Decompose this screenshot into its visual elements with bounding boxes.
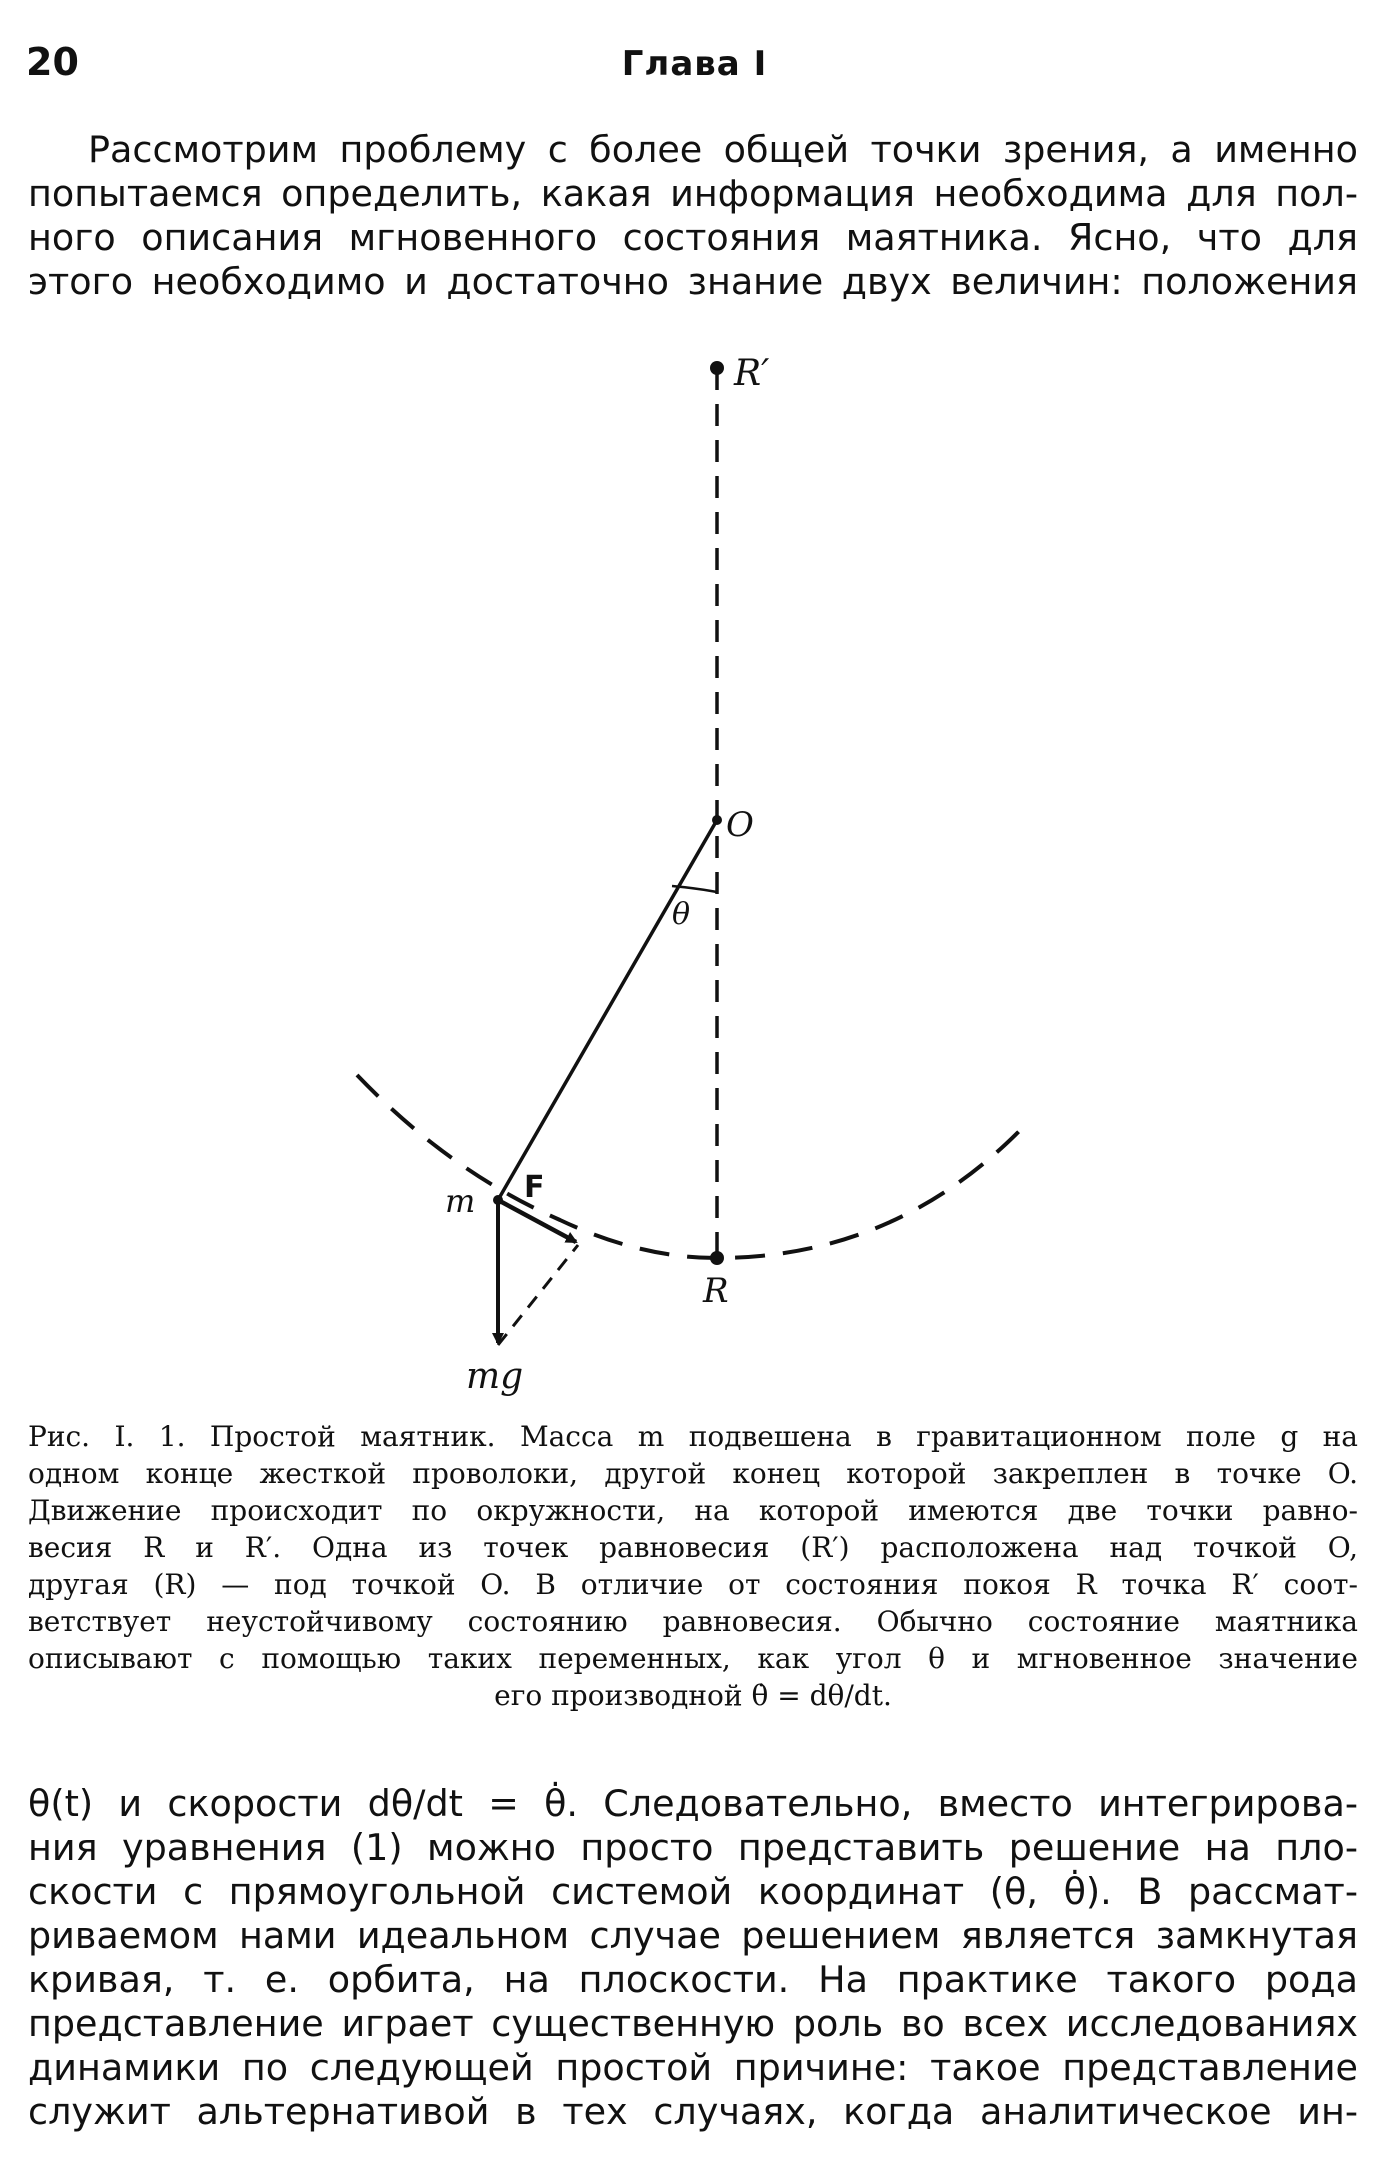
trajectory-arc: [357, 1075, 1030, 1258]
caption-line: его производной θ̇ = dθ/dt.: [494, 1679, 892, 1712]
paragraph-bottom: [28, 1782, 1358, 2134]
text-line: ния уравнения (1) можно просто представить решение на пло-: [28, 1826, 1358, 1869]
pendulum-figure: [0, 340, 1389, 1400]
running-head: Глава I: [621, 44, 768, 84]
text-line: ного описания мгновенного состояния маятника. Ясно, что для: [28, 216, 1358, 259]
caption-line: ветствует неустойчивому состоянию равновесия. Обычно состояние маятника: [28, 1605, 1358, 1638]
text-line: попытаемся определить, какая информация необходима для пол-: [28, 172, 1358, 215]
caption-line: Рис. I. 1. Простой маятник. Масса m подвешена в гравитационном поле g на: [28, 1420, 1358, 1453]
text-line: θ(t) и скорости dθ/dt = θ̇. Следовательно, вместо интегрирова-: [28, 1782, 1358, 1825]
text-line: этого необходимо и достаточно знание двух величин: положения: [28, 260, 1358, 303]
caption-line: описывают с помощью таких переменных, как угол θ и мгновенное значение: [28, 1642, 1358, 1675]
caption-line: весия R и R′. Одна из точек равновесия (R′) расположена над точкой O,: [28, 1531, 1358, 1564]
text-line: кривая, т. е. орбита, на плоскости. На практике такого рода: [28, 1958, 1358, 2001]
text-line: динамики по следующей простой причине: такое представление: [28, 2046, 1358, 2089]
pendulum-diagram: [0, 340, 1389, 1400]
text-line: скости с прямоугольной системой координат (θ, θ̇). В рассмат-: [28, 1870, 1358, 1913]
text-line: служит альтернативой в тех случаях, когда аналитическое ин-: [28, 2090, 1358, 2133]
paragraph-top: [28, 128, 1358, 304]
label-theta: θ: [672, 897, 691, 932]
label-m: m: [445, 1182, 476, 1220]
text-line: представление играет существенную роль во всех исследованиях: [28, 2002, 1358, 2045]
point-r: [710, 1251, 724, 1265]
caption-line: одном конце жесткой проволоки, другой конец которой закреплен в точке O.: [28, 1457, 1358, 1490]
page-number: 20: [26, 40, 79, 84]
label-f: F: [524, 1170, 545, 1205]
label-o: O: [726, 805, 754, 845]
caption-line: другая (R) — под точкой O. В отличие от состояния покоя R точка R′ соот-: [28, 1568, 1358, 1601]
pendulum-rod: [498, 820, 717, 1200]
label-r-prime: R′: [734, 353, 770, 394]
label-mg: mg: [466, 1356, 524, 1397]
point-r-prime: [710, 361, 724, 375]
text-line: риваемом нами идеальном случае решением является замкнутая: [28, 1914, 1358, 1957]
text-line: Рассмотрим проблему с более общей точки зрения, а именно: [88, 128, 1358, 171]
component-dashed-line: [498, 1245, 578, 1345]
figure-caption: [28, 1418, 1358, 1714]
label-r: R: [703, 1271, 729, 1311]
caption-line: Движение происходит по окружности, на которой имеются две точки равно-: [28, 1494, 1358, 1527]
